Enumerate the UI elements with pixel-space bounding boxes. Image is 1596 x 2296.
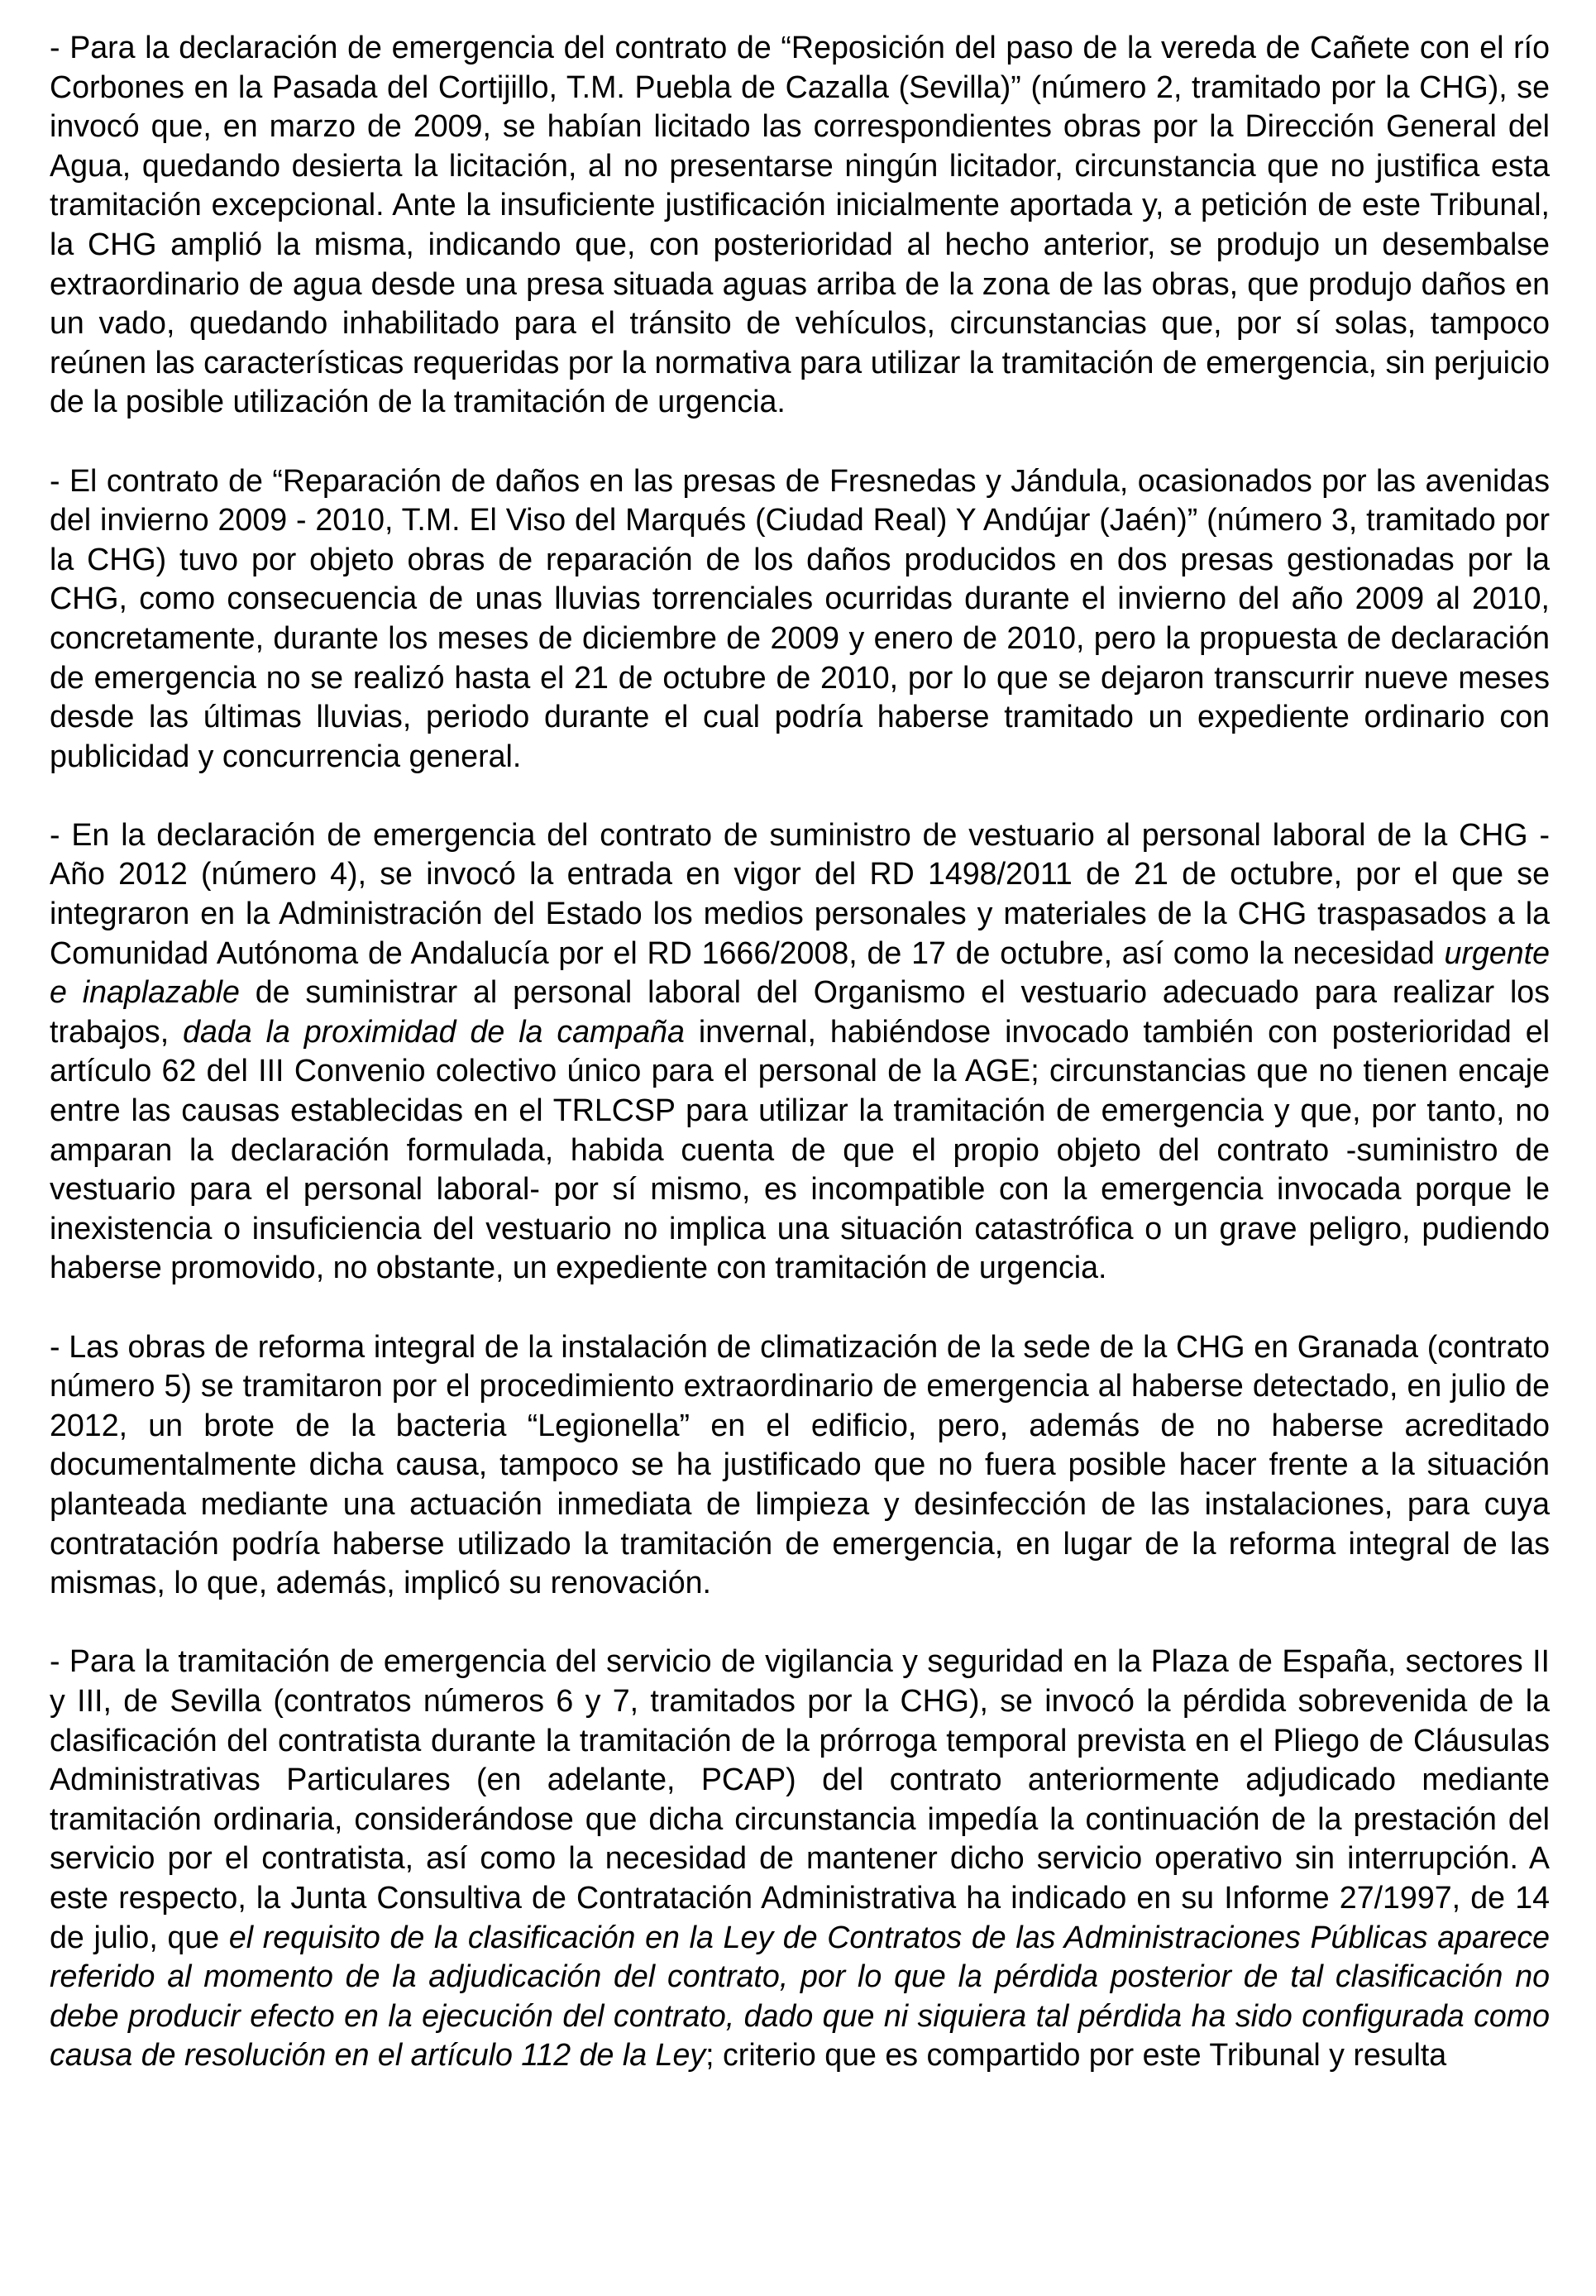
paragraph-text: de suministrar al personal laboral del Organismo el vestuario adecuado para realizar los trabajos, — [50, 974, 1550, 1049]
italic-quote: dada la proximidad de la campaña — [183, 1013, 685, 1049]
italic-quote: urgente e inaplazable — [50, 935, 1550, 1010]
paragraph-text: - Para la tramitación de emergencia del servicio de vigilancia y seguridad en la Plaza de España, sectores II y III, de Sevilla (contratos números 6 y 7, tramitados por la CHG), se invocó la pérdida sobrevenida de la clasificación del contratista durante la tramitación de la prórroga temporal prevista en el Pliego de Cláusulas Administrativas Particulares (en adelante, PCAP) del contrato anteriormente adjudicado mediante tramitación ordinaria, considerándose que dicha circunstancia impedía la continuación de la prestación del servicio por el contratista, así como la necesidad de mantener dicho servicio operativo sin interrupción. A este respecto, la Junta Consultiva de Contratación Administrativa ha indicado en su Informe 27/1997, de 14 de julio, que — [50, 1643, 1550, 1954]
paragraph-text: - El contrato de “Reparación de daños en las presas de Fresnedas y Jándula, ocasionados por las avenidas del invierno 2009 - 2010, T.M. El Viso del Marqués (Ciudad Real) Y Andújar (Jaén)” (número 3, tramitado por la CHG) tuvo por objeto obras de reparación de los daños producidos en dos presas gestionadas por la CHG, como consecuencia de unas lluvias torrenciales ocurridas durante el invierno del año 2009 al 2010, concretamente, durante los meses de diciembre de 2009 y enero de 2010, pero la propuesta de declaración de emergencia no se realizó hasta el 21 de octubre de 2010, por lo que se dejaron transcurrir nueve meses desde las últimas lluvias, periodo durante el cual podría haberse tramitado un expediente ordinario con publicidad y concurrencia general. — [50, 462, 1550, 773]
paragraph-text: - Para la declaración de emergencia del contrato de “Reposición del paso de la vereda de Cañete con el río Corbones en la Pasada del Cortijillo, T.M. Puebla de Cazalla (Sevilla)” (número 2, tramitado por la CHG), se invocó que, en marzo de 2009, se habían licitado las correspondientes obras por la Dirección General del Agua, quedando desierta la licitación, al no presentarse ningún licitador, circunstancia que no justifica esta tramitación excepcional. Ante la insuficiente justificación inicialmente aportada y, a petición de este Tribunal, la CHG amplió la misma, indicando que, con posterioridad al hecho anterior, se produjo un desembalse extraordinario de agua desde una presa situada aguas arriba de la zona de las obras, que produjo daños en un vado, quedando inhabilitado para el tránsito de vehículos, circunstancias que, por sí solas, tampoco reúnen las características requeridas por la normativa para utilizar la tramitación de emergencia, sin perjuicio de la posible utilización de la tramitación de urgencia. — [50, 30, 1550, 419]
italic-quote: el requisito de la clasificación en la Ley de Contratos de las Administraciones Públicas aparece referido al momento de la adjudicación del contrato, por lo que la pérdida posterior de tal clasificación no debe producir efecto en la ejecución del contrato, dado que ni siquiera tal pérdida ha sido configurada como causa de resolución en el artículo 112 de la Ley — [50, 1919, 1551, 2073]
document-page — [50, 28, 1550, 2075]
paragraph-contract-2 — [50, 28, 1550, 422]
paragraph-text: invernal, habiéndose invocado también con posterioridad el artículo 62 del III Convenio colectivo único para el personal de la AGE; circunstancias que no tienen encaje entre las causas establecidas en el TRLCSP para utilizar la tramitación de emergencia y que, por tanto, no amparan la declaración formulada, habida cuenta de que el propio objeto del contrato -suministro de vestuario para el personal laboral- por sí mismo, es incompatible con la emergencia invocada porque le inexistencia o insuficiencia del vestuario no implica una situación catastrófica o un grave peligro, pudiendo haberse promovido, no obstante, un expediente con tramitación de urgencia. — [50, 1013, 1550, 1285]
paragraph-text: ; criterio que es compartido por este Tribunal y resulta — [705, 2037, 1447, 2073]
paragraph-contracts-6-7 — [50, 1642, 1550, 2075]
paragraph-contract-5 — [50, 1327, 1550, 1603]
paragraph-text: - En la declaración de emergencia del contrato de suministro de vestuario al personal laboral de la CHG - Año 2012 (número 4), se invocó la entrada en vigor del RD 1498/2011 de 21 de octubre, por el que se integraron en la Administración del Estado los medios personales y materiales de la CHG traspasados a la Comunidad Autónoma de Andalucía por el RD 1666/2008, de 17 de octubre, así como la necesidad — [50, 816, 1550, 970]
paragraph-text: - Las obras de reforma integral de la instalación de climatización de la sede de la CHG en Granada (contrato número 5) se tramitaron por el procedimiento extraordinario de emergencia al haberse detectado, en julio de 2012, un brote de la bacteria “Legionella” en el edificio, pero, además de no haberse acreditado documentalmente dicha causa, tampoco se ha justificado que no fuera posible hacer frente a la situación planteada mediante una actuación inmediata de limpieza y desinfección de las instalaciones, para cuya contratación podría haberse utilizado la tramitación de emergencia, en lugar de la reforma integral de las mismas, lo que, además, implicó su renovación. — [50, 1328, 1550, 1600]
paragraph-contract-4 — [50, 816, 1550, 1288]
paragraph-contract-3 — [50, 462, 1550, 777]
